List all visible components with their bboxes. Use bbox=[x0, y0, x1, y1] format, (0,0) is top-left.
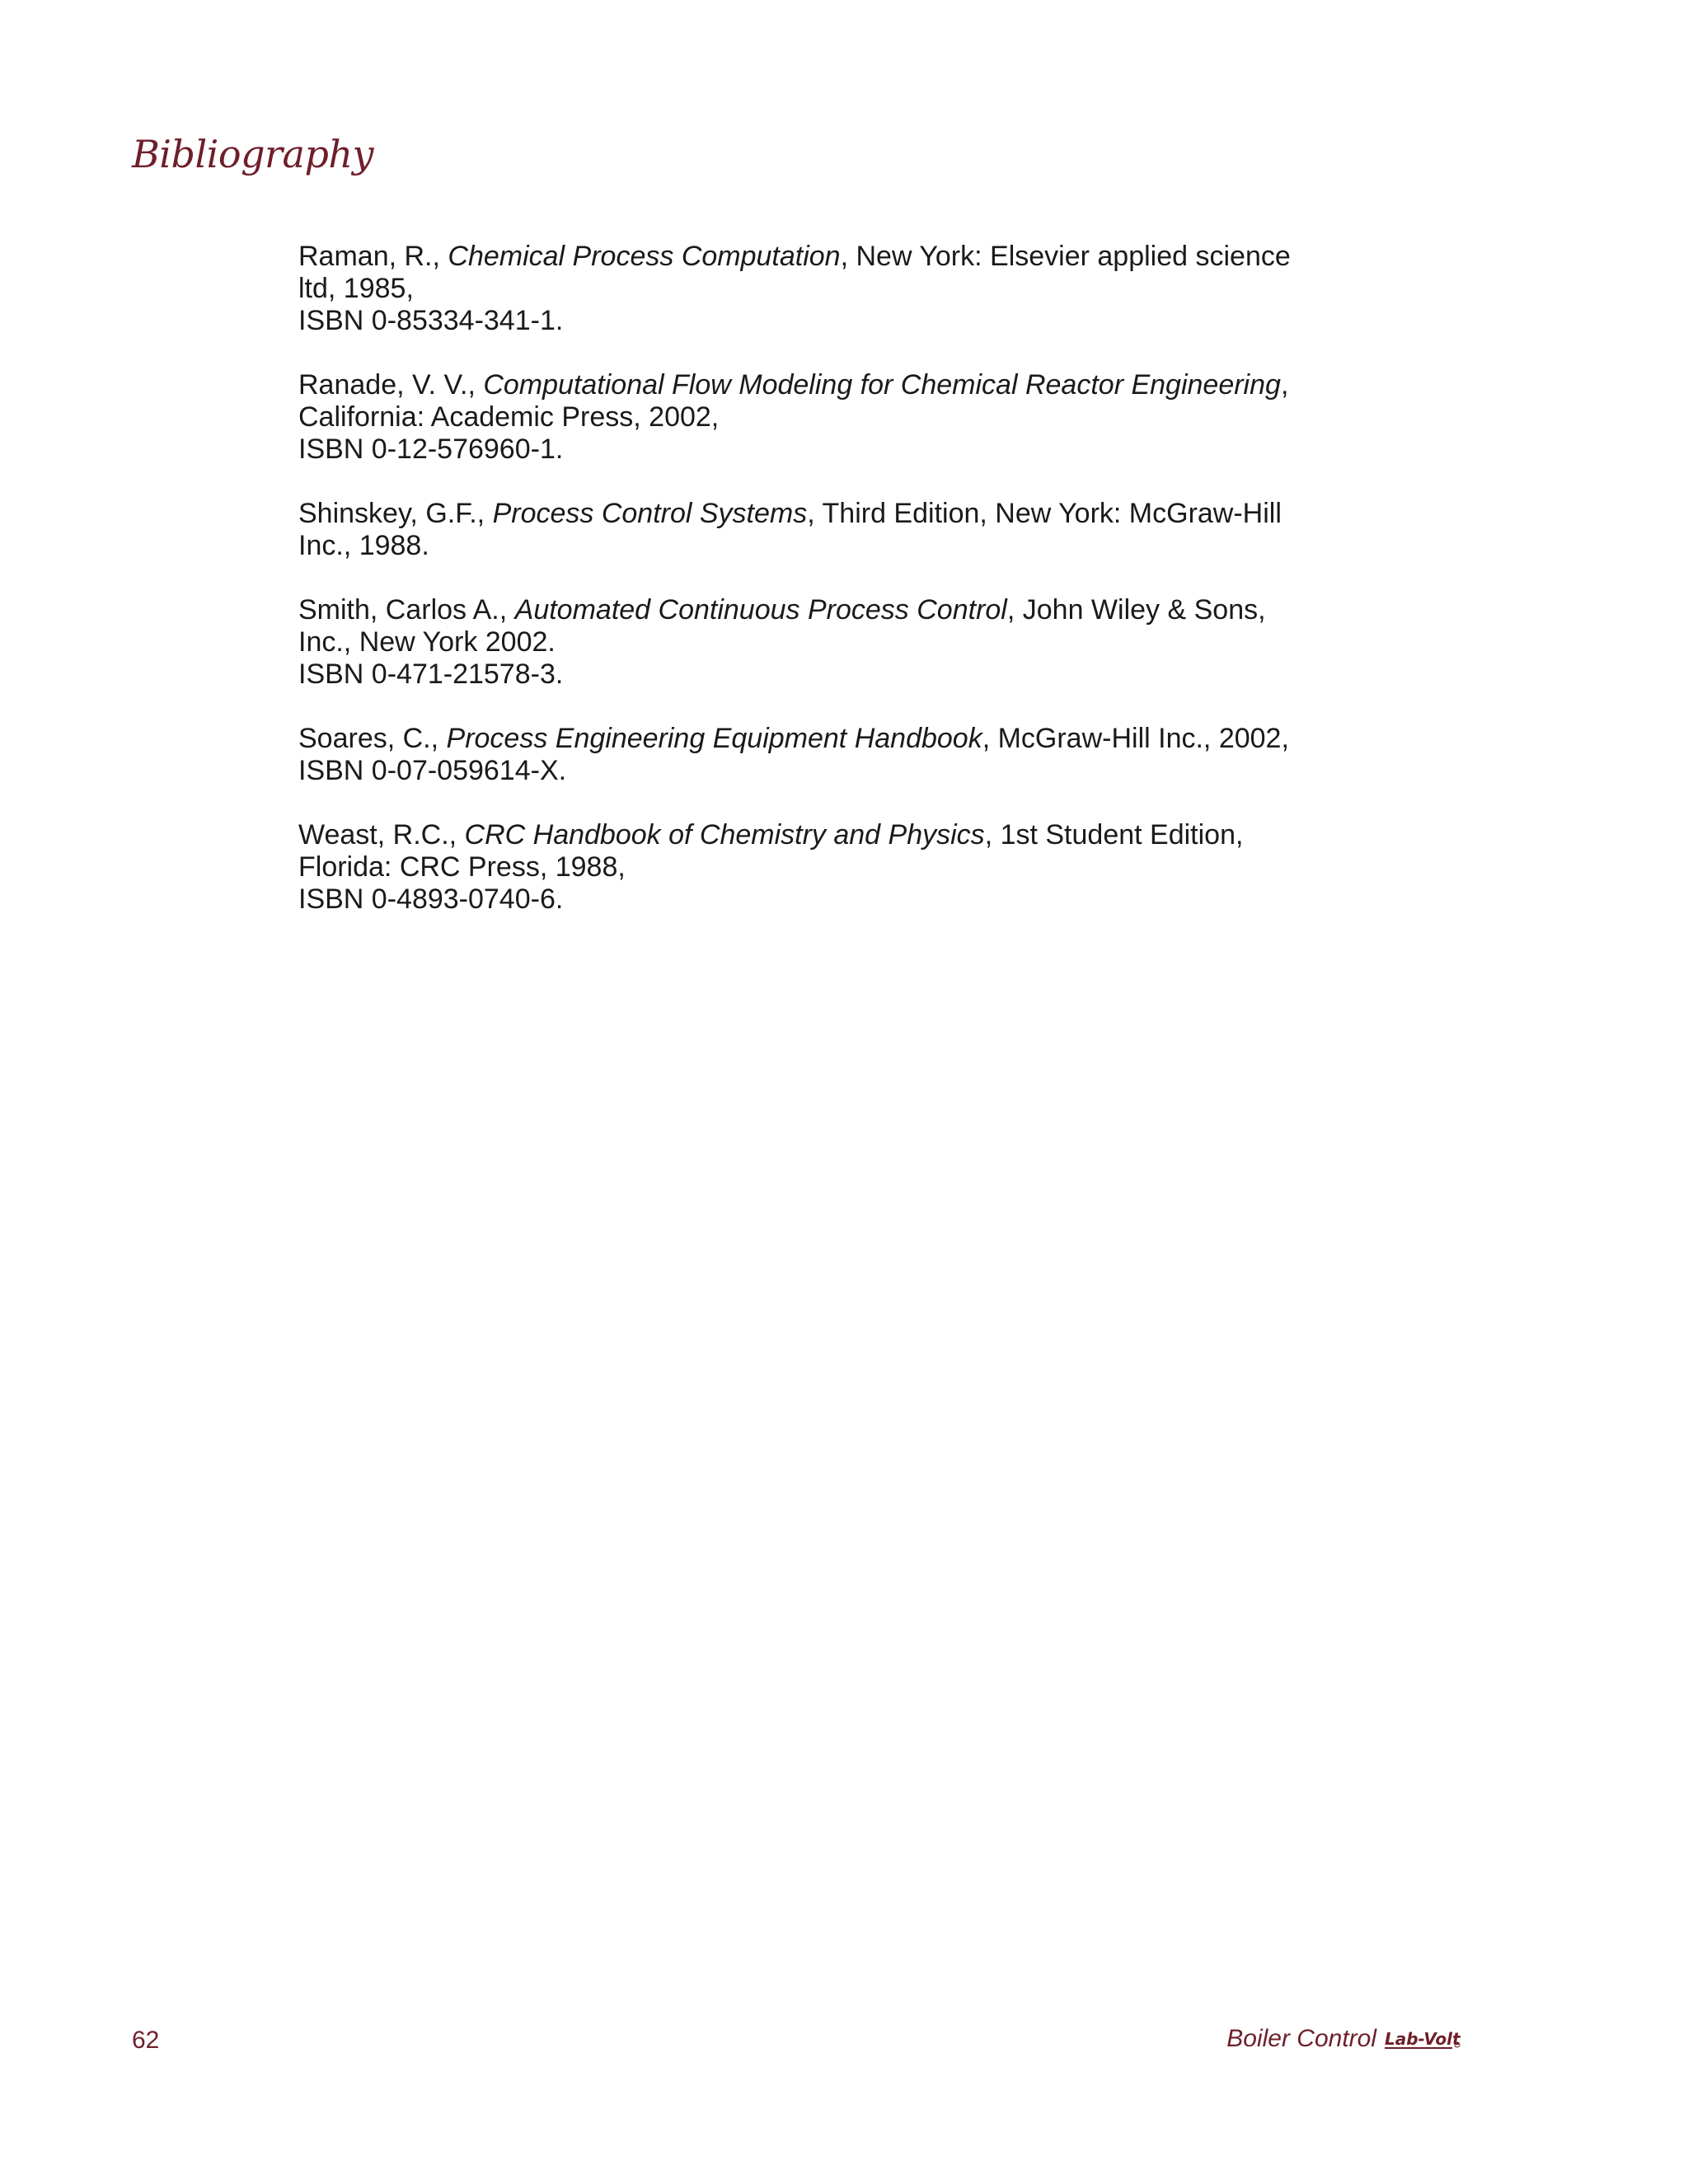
entry-isbn: ISBN 0-4893-0740-6. bbox=[298, 883, 564, 915]
entry-line-1 bbox=[298, 594, 1296, 626]
entry-author: Soares, C., bbox=[298, 723, 447, 754]
entry-line-2: Inc., 1988. bbox=[298, 530, 429, 561]
entry-author: Smith, Carlos A., bbox=[298, 594, 515, 626]
bibliography-entry bbox=[298, 369, 1296, 466]
entry-book-title: Process Control Systems bbox=[492, 498, 808, 529]
entry-details: , 1st Student Edition, bbox=[984, 819, 1244, 851]
entry-isbn: ISBN 0-471-21578-3. bbox=[298, 658, 564, 690]
entry-line-2: Inc., New York 2002. bbox=[298, 626, 556, 658]
entry-line-2: California: Academic Press, 2002, bbox=[298, 401, 720, 433]
entry-book-title: Computational Flow Modeling for Chemical Reactor Engineering bbox=[483, 369, 1281, 401]
footer bbox=[1226, 2025, 1462, 2053]
entry-details: , New York: Elsevier applied science bbox=[840, 241, 1291, 272]
footer-title: Boiler Control bbox=[1226, 2025, 1376, 2052]
bibliography-entry bbox=[298, 241, 1296, 337]
entry-line-1 bbox=[298, 819, 1296, 851]
svg-text:Lab-Volt: Lab-Volt bbox=[1385, 2029, 1461, 2049]
entry-line-1 bbox=[298, 498, 1296, 530]
entry-details: , John Wiley & Sons, bbox=[1006, 594, 1266, 626]
entry-details: , Third Edition, New York: McGraw-Hill bbox=[807, 498, 1282, 529]
entry-book-title: Automated Continuous Process Control bbox=[514, 594, 1007, 626]
bibliography-entry bbox=[298, 819, 1296, 916]
entry-author: Raman, R., bbox=[298, 241, 448, 272]
entry-author: Ranade, V. V., bbox=[298, 369, 484, 401]
entry-isbn: ISBN 0-07-059614-X. bbox=[298, 755, 567, 786]
lab-volt-logo bbox=[1383, 2027, 1462, 2051]
page-title: Bibliography bbox=[132, 132, 373, 176]
entry-line-2: ltd, 1985, bbox=[298, 273, 414, 304]
bibliography-entry bbox=[298, 498, 1296, 562]
entry-isbn: ISBN 0-12-576960-1. bbox=[298, 434, 564, 465]
entry-details: , McGraw-Hill Inc., 2002, bbox=[982, 723, 1289, 754]
entry-details: , bbox=[1280, 369, 1289, 401]
bibliography-list bbox=[298, 241, 1296, 948]
entry-isbn: ISBN 0-85334-341-1. bbox=[298, 305, 564, 336]
bibliography-entry bbox=[298, 594, 1296, 691]
entry-line-1 bbox=[298, 723, 1296, 755]
page-number: 62 bbox=[132, 2027, 160, 2054]
entry-book-title: CRC Handbook of Chemistry and Physics bbox=[464, 819, 985, 851]
bibliography-entry bbox=[298, 723, 1296, 787]
entry-author: Shinskey, G.F., bbox=[298, 498, 493, 529]
entry-book-title: Chemical Process Computation bbox=[448, 241, 841, 272]
entry-author: Weast, R.C., bbox=[298, 819, 465, 851]
entry-book-title: Process Engineering Equipment Handbook bbox=[446, 723, 982, 754]
entry-line-2: Florida: CRC Press, 1988, bbox=[298, 851, 626, 883]
entry-line-1 bbox=[298, 241, 1296, 273]
entry-line-1 bbox=[298, 369, 1296, 401]
